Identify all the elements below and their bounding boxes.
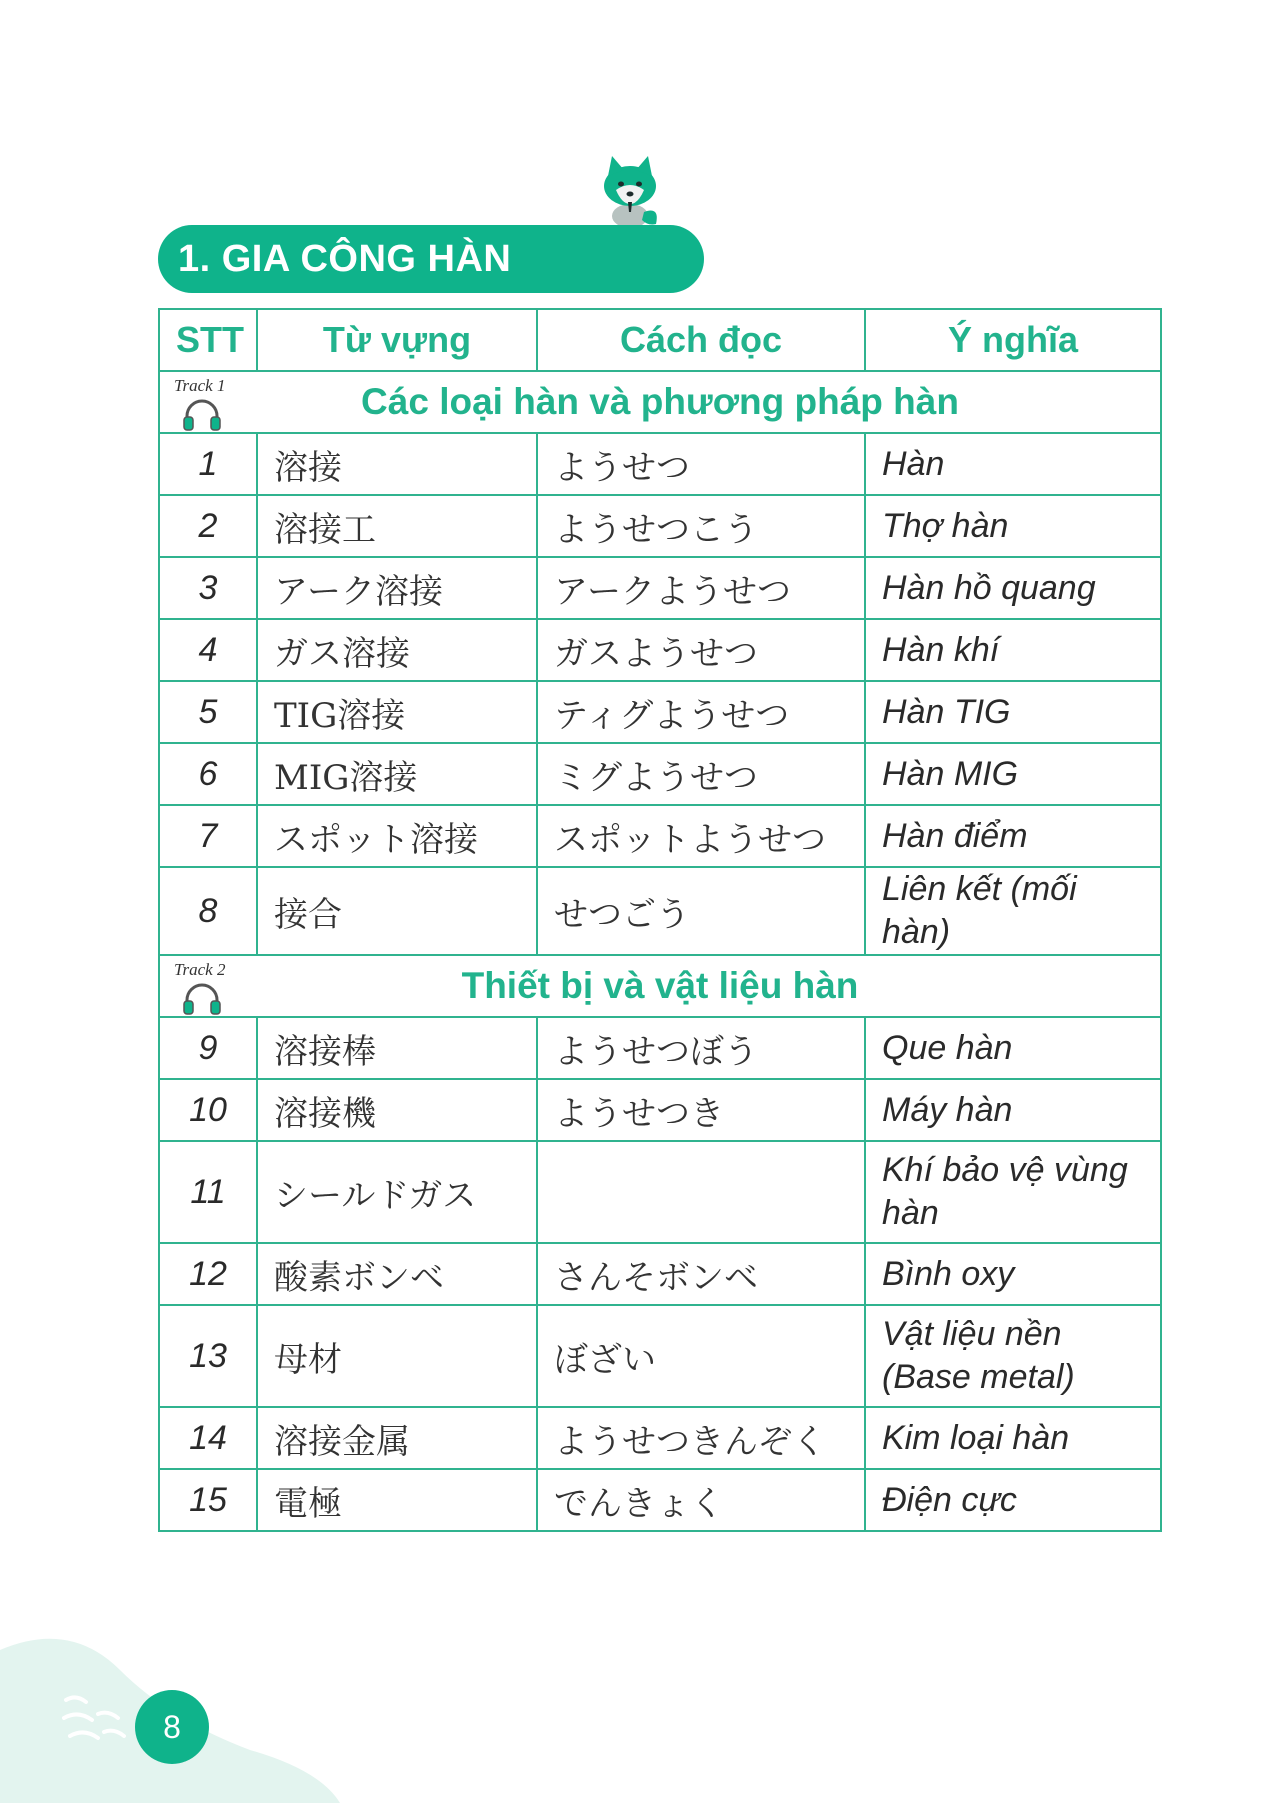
reading-cell: ようせつこう [537,495,865,557]
meaning-cell: Kim loại hàn [865,1407,1161,1469]
table-row [159,1079,1161,1141]
track-label: Track 1 [174,376,226,395]
meaning-cell: Vật liệu nền (Base metal) [865,1305,1161,1407]
table-row [159,743,1161,805]
stt-cell: 15 [159,1469,257,1531]
reading-cell: ぼざい [537,1305,865,1407]
track-label: Track 2 [174,960,226,979]
vocab-cell: TIG溶接 [257,681,537,743]
category-title: Các loại hàn và phương pháp hàn [361,381,959,422]
meaning-cell: Điện cực [865,1469,1161,1531]
category-title: Thiết bị và vật liệu hàn [461,965,859,1006]
header-reading: Cách đọc [537,309,865,371]
reading-cell: ようせつき [537,1079,865,1141]
table-row [159,805,1161,867]
meaning-cell: Hàn TIG [865,681,1161,743]
meaning-cell: Hàn MIG [865,743,1161,805]
vocab-cell: 酸素ボンベ [257,1243,537,1305]
reading-cell: ようせつきんぞく [537,1407,865,1469]
vocab-cell: アーク溶接 [257,557,537,619]
table-row [159,557,1161,619]
stt-cell: 8 [159,867,257,955]
table-row [159,681,1161,743]
table-row [159,1407,1161,1469]
meaning-cell: Khí bảo vệ vùng hàn [865,1141,1161,1243]
stt-cell: 5 [159,681,257,743]
stt-cell: 2 [159,495,257,557]
headphones-icon[interactable] [182,982,222,1016]
vocab-cell: 溶接金属 [257,1407,537,1469]
reading-cell: アークようせつ [537,557,865,619]
table-row [159,619,1161,681]
reading-cell: でんきょく [537,1469,865,1531]
table-header-row [159,309,1161,371]
vocab-cell: ガス溶接 [257,619,537,681]
vocab-cell: 母材 [257,1305,537,1407]
stt-cell: 9 [159,1017,257,1079]
stt-cell: 14 [159,1407,257,1469]
header-meaning: Ý nghĩa [865,309,1161,371]
stt-cell: 6 [159,743,257,805]
vocab-cell: 溶接機 [257,1079,537,1141]
reading-cell: さんそボンベ [537,1243,865,1305]
section-title: 1. GIA CÔNG HÀN [178,237,512,280]
meaning-cell: Que hàn [865,1017,1161,1079]
stt-cell: 7 [159,805,257,867]
table-row [159,495,1161,557]
category-row [159,955,1161,1017]
vocab-cell: 溶接棒 [257,1017,537,1079]
header-stt: STT [159,309,257,371]
vocab-cell: 溶接工 [257,495,537,557]
stt-cell: 11 [159,1141,257,1243]
vocab-cell: スポット溶接 [257,805,537,867]
meaning-cell: Hàn khí [865,619,1161,681]
page-number: 8 [135,1690,209,1764]
stt-cell: 3 [159,557,257,619]
reading-cell: ティグようせつ [537,681,865,743]
reading-cell: ガスようせつ [537,619,865,681]
stt-cell: 12 [159,1243,257,1305]
table-row [159,433,1161,495]
table-row [159,1469,1161,1531]
headphones-icon[interactable] [182,398,222,432]
meaning-cell: Hàn hồ quang [865,557,1161,619]
vocab-cell: MIG溶接 [257,743,537,805]
header-vocab: Từ vựng [257,309,537,371]
stt-cell: 10 [159,1079,257,1141]
section-title-banner [158,225,704,293]
meaning-cell: Máy hàn [865,1079,1161,1141]
stt-cell: 13 [159,1305,257,1407]
fox-mascot-icon [590,150,670,230]
vocabulary-table [158,308,1162,1532]
reading-cell: ミグようせつ [537,743,865,805]
meaning-cell: Hàn [865,433,1161,495]
category-cell [159,955,1161,1017]
meaning-cell: Liên kết (mối hàn) [865,867,1161,955]
table-row [159,867,1161,955]
stt-cell: 1 [159,433,257,495]
category-row [159,371,1161,433]
table-row [159,1141,1161,1243]
vocab-cell: シールドガス [257,1141,537,1243]
reading-cell: せつごう [537,867,865,955]
meaning-cell: Hàn điểm [865,805,1161,867]
reading-cell: ようせつぼう [537,1017,865,1079]
category-cell [159,371,1161,433]
stt-cell: 4 [159,619,257,681]
meaning-cell: Thợ hàn [865,495,1161,557]
reading-cell: ようせつ [537,433,865,495]
reading-cell [537,1141,865,1243]
vocab-cell: 接合 [257,867,537,955]
vocab-cell: 電極 [257,1469,537,1531]
table-row [159,1017,1161,1079]
table-row [159,1243,1161,1305]
reading-cell: スポットようせつ [537,805,865,867]
table-row [159,1305,1161,1407]
meaning-cell: Bình oxy [865,1243,1161,1305]
vocab-cell: 溶接 [257,433,537,495]
